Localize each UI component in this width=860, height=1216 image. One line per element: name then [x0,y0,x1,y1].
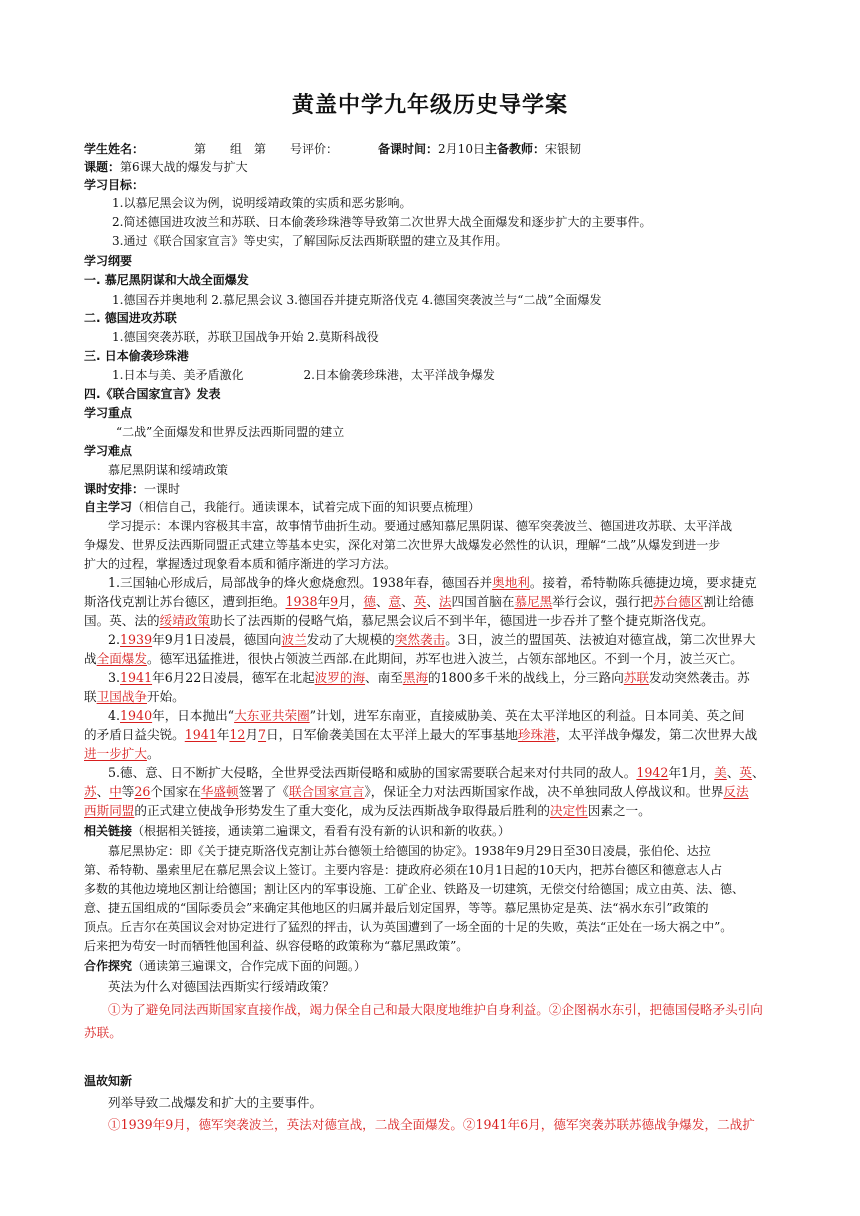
text: 月， [338,594,364,609]
text: 5.德、意、日不断扩大侵略，全世界受法西斯侵略和威胁的国家需要联合起来对付共同的敌人。 [108,765,637,780]
text: 年 [216,727,230,742]
coop-heading: 合作探究 [84,959,133,973]
text: 国。英、法的 [84,613,160,628]
text: 联 [84,689,97,704]
difficulty-text: 慕尼黑阴谋和绥靖政策 [108,463,229,477]
outline-section-heading: 四.《联合国家宣言》发表 [84,387,221,401]
text: 年1月， [668,765,715,780]
text: 月 [245,727,259,742]
para-1-line: 斯洛伐克割让苏台德区，遭到拒绝。1938年9月，德、意、英、法四国首脑在慕尼黑举行会议，强行把苏台德区割让给德 [84,594,754,609]
review-answer: ①1939年9月，德军突袭波兰，英法对德宣战，二战全面爆发。②1941年6月，德军突袭苏联苏德战争爆发，二战扩 [108,1117,755,1132]
answer-blank: 英 [413,594,427,609]
answer-blank: 华盛顿 [200,784,239,799]
answer-blank: 全面爆发 [96,651,147,666]
answer-blank: 苏联 [623,670,649,685]
links-heading: 相关链接 [84,824,133,838]
outline-section-items [112,367,812,383]
answer-blank: 苏 [84,784,97,799]
group-seat-rating: 第 组 第 号评价： [194,142,339,156]
teacher-value: 宋银韧 [544,142,581,156]
goal-item: 2.简述德国进攻波兰和苏联、日本偷袭珍珠港等导致第二次世界大战全面爆发和逐步扩大的主要事件。 [112,215,652,229]
outline-heading: 学习纲要 [84,254,133,268]
text: 。 [146,746,160,761]
answer-blank: 12 [229,727,246,742]
text: 年9月1日凌晨，德国向 [152,632,282,647]
para-2-line [84,651,784,667]
text: 四国首脑在 [451,594,515,609]
answer-blank: 绥靖政策 [159,613,210,628]
text: 日，日军偷袭美国在太平洋上最大的军事基地 [266,727,518,742]
para-5-line [108,765,808,781]
review-question: 列举导致二战爆发和扩大的主要事件。 [108,1095,323,1110]
goals-heading: 学习目标： [84,178,145,192]
tip-line: 争爆发、世界反法西斯同盟正式建立等基本史实，深化对第二次世界大战爆发必然性的认识，理解“二战”从爆发到进一步 [84,538,721,552]
answer-blank: 26 [134,784,151,799]
text: 签署了《 [238,784,289,799]
answer-blank: 波罗的海 [314,670,366,685]
answer-blank: 珍珠港 [517,727,556,742]
tip-line: 扩大的过程，掌握透过现象看本质和循序渐进的学习方法。 [84,557,397,571]
text: 。3日，波兰的盟国英、法被迫对德宣战，第二次世界大 [445,632,756,647]
text: 、 [726,765,740,780]
answer-blank: 苏台德区 [653,594,704,609]
lesson-value: 第6课大战的爆发与扩大 [120,160,248,174]
answer-blank: 1941 [184,727,217,742]
text: 的矛盾日益尖锐。 [84,727,185,742]
text: 的1800多千米的战线上，分三路向 [428,670,624,685]
self-study-heading: 自主学习 [84,500,133,514]
para-1-line [84,613,784,629]
links-note: （根据相关链接，通读第二遍课文，看看有没有新的认识和新的收获。） [132,824,511,838]
links-text-line: 后来把为苟安一时而牺牲他国利益、纵容侵略的政策称为“慕尼黑政策”。 [84,939,469,953]
text: 2. [108,632,121,647]
outline-section-heading: 三. 日本偷袭珍珠港 [84,349,189,363]
page-title: 黄盖中学九年级历史导学案 [291,93,568,118]
lesson-label: 课题： [84,160,121,174]
text: 》，保证全力对法西斯国家作战，决不单独同敌人停战议和。世界 [364,784,724,799]
coop-question: 英法为什么对德国法西斯实行绥靖政策？ [108,979,335,994]
schedule-label: 课时安排： [84,482,145,496]
text: 战 [84,651,97,666]
coop-note: （通读第三遍课文，合作完成下面的问题。） [132,959,367,973]
outline-section-items: 1.德国突袭苏联，苏联卫国战争开始 2.莫斯科战役 [112,330,379,344]
text: 举行会议，强行把 [552,594,654,609]
answer-blank: 反法 [723,784,749,799]
text: 斯洛伐克割让苏台德区，遭到拒绝。 [84,594,286,609]
text: 4. [108,708,121,723]
text: 开始。 [146,689,185,704]
text: 、 [752,765,765,780]
answer-blank: 英 [739,765,753,780]
links-text-line: 多数的其他边境地区割让给德国；割让区内的军事设施、工矿企业、铁路及一切建筑，无偿交付给德国；成立由英、法、德、 [84,882,745,896]
outline-section-items: 1.德国吞并奥地利 2.慕尼黑会议 3.德国吞并捷克斯洛伐克 4.德国突袭波兰与“二战”全面爆发 [112,293,602,307]
links-text-line: 第、希特勒、墨索里尼在慕尼黑会议上签订。主要内容是：捷政府必须在10月1日起的10天内，把苏台德区和德意志人占 [84,863,723,877]
answer-blank: 卫国战争 [96,689,147,704]
header-line [84,141,784,157]
para-2-line [108,632,808,648]
answer-blank: 联合国家宣言 [288,784,365,799]
answer-blank: 1940 [120,708,153,723]
text: 的正式建立使战争形势发生了重大变化，成为反法西斯战争取得最后胜利的 [134,803,550,818]
difficulty-heading: 学习难点 [84,444,133,458]
answer-blank: 美 [714,765,727,780]
links-text-line: 顶点。丘吉尔在英国议会对协定进行了猛烈的抨击，认为英国遭到了一场全面的十足的失败，英法“正处在一场大祸之中”。 [84,920,733,934]
para-4-line [84,746,784,762]
answer-blank: 决定性 [549,803,588,818]
answer-blank: 1942 [636,765,669,780]
text: 个国家在 [150,784,201,799]
answer-blank: 波兰 [281,632,307,647]
answer-blank: 大东亚共荣圈 [234,708,310,723]
coop-line [84,958,784,974]
schedule-line [84,481,784,497]
text: 助长了法西斯的侵略气焰，慕尼黑会议后不到半年，德国进一步吞并了整个捷克斯洛伐克。 [209,613,714,628]
answer-blank: 突然袭击 [394,632,446,647]
outline-section-heading: 二. 德国进攻苏联 [84,311,177,325]
lesson-line [84,159,784,175]
text: 发动了大规模的 [306,632,395,647]
schedule-value: 一课时 [144,482,181,496]
para-5-line [84,803,784,819]
teacher-label: 主备教师： [484,142,545,156]
text: 。接着，希特勒陈兵德捷边境，要求捷克 [529,575,757,590]
goal-item: 1.以慕尼黑会议为例，说明绥靖政策的实质和恶劣影响。 [112,196,412,210]
para-5-line [84,784,784,800]
links-text-line: 意、捷五国组成的“国际委员会”来确定其他地区的归属并最后划定国界，等等。慕尼黑协定是英、法“祸水东引”政策的 [84,901,709,915]
outline-section-heading: 一. 慕尼黑阴谋和大战全面爆发 [84,273,249,287]
self-study-line [84,499,784,515]
text: 因素之一。 [587,803,651,818]
self-study-note: （相信自己，我能行。通读课本，试着完成下面的知识要点梳理） [132,500,481,514]
text: 3. [108,670,121,685]
answer-blank: 黑海 [402,670,429,685]
text: 、 [96,784,110,799]
review-heading: 温故知新 [84,1074,133,1088]
para-3-line [108,670,808,686]
answer-blank: 7 [258,727,267,742]
para-1-line [108,575,808,591]
text: ，太平洋战争爆发，第二次世界大战 [555,727,758,742]
answer-blank: 1941 [120,670,153,685]
outline-item-a: 1.日本与美、美矛盾激化 [112,368,244,382]
text: 1.三国轴心形成后，局部战争的烽火愈烧愈烈。1938年春，德国吞并 [108,575,493,590]
answer-blank: 中 [109,784,122,799]
answer-blank: 9 [330,594,339,609]
text: 年6月22日凌晨，德军在北起 [152,670,315,685]
outline-item-b: 2.日本偷袭珍珠港，太平洋战争爆发 [303,368,495,382]
text: 等 [121,784,135,799]
tip-line: 学习提示：本课内容极其丰富，故事情节曲折生动。要通过感知慕尼黑阴谋、德军突袭波兰、德国进攻苏联、太平洋战 [108,519,733,533]
prep-time-value: 2月10日 [438,142,485,156]
answer-blank: 意 [388,594,402,609]
answer-blank: 德 [363,594,376,609]
answer-blank: 法 [438,594,452,609]
links-line [84,823,784,839]
para-4-line [108,708,808,724]
answer-blank: 慕尼黑 [514,594,553,609]
text: 发动突然袭击。苏 [648,670,750,685]
answer-blank: 进一步扩大 [84,746,147,761]
text: 年，日本抛出“ [152,708,235,723]
answer-blank: 1938 [285,594,318,609]
student-name-label: 学生姓名： [84,142,145,156]
focus-heading: 学习重点 [84,406,133,420]
para-4-line [84,727,784,743]
text: 割让给德 [703,594,754,609]
text: 。德军迅猛推进，很快占领波兰西部.在此期间，苏军也进入波兰，占领东部地区。不到一个月，波兰灭亡。 [146,651,743,666]
answer-blank: 奥地利 [492,575,530,590]
goal-item: 3.通过《联合国家宣言》等史实，了解国际反法西斯联盟的建立及其作用。 [112,234,508,248]
prep-time-label: 备课时间： [378,142,439,156]
focus-text: “二战”全面爆发和世界反法西斯同盟的建立 [116,425,345,439]
answer-blank: 1939 [120,632,153,647]
para-3-line [84,689,784,705]
text: ”计划，进军东南亚，直接威胁美、英在太平洋地区的利益。日本同美、英之间 [309,708,745,723]
answer-blank: 西斯同盟 [84,803,135,818]
coop-answer: 苏联。 [84,1025,122,1040]
text: 、南至 [365,670,403,685]
text: 年 [317,594,331,609]
links-text-line: 慕尼黑协定：即《关于捷克斯洛伐克割让苏台德领土给德国的协定》。1938年9月29日至30日凌晨，张伯伦、达拉 [108,844,711,858]
coop-answer: ①为了避免同法西斯国家直接作战，竭力保全自己和最大限度地维护自身利益。②企图祸水东引，把德国侵略矛头引向 [108,1002,763,1017]
